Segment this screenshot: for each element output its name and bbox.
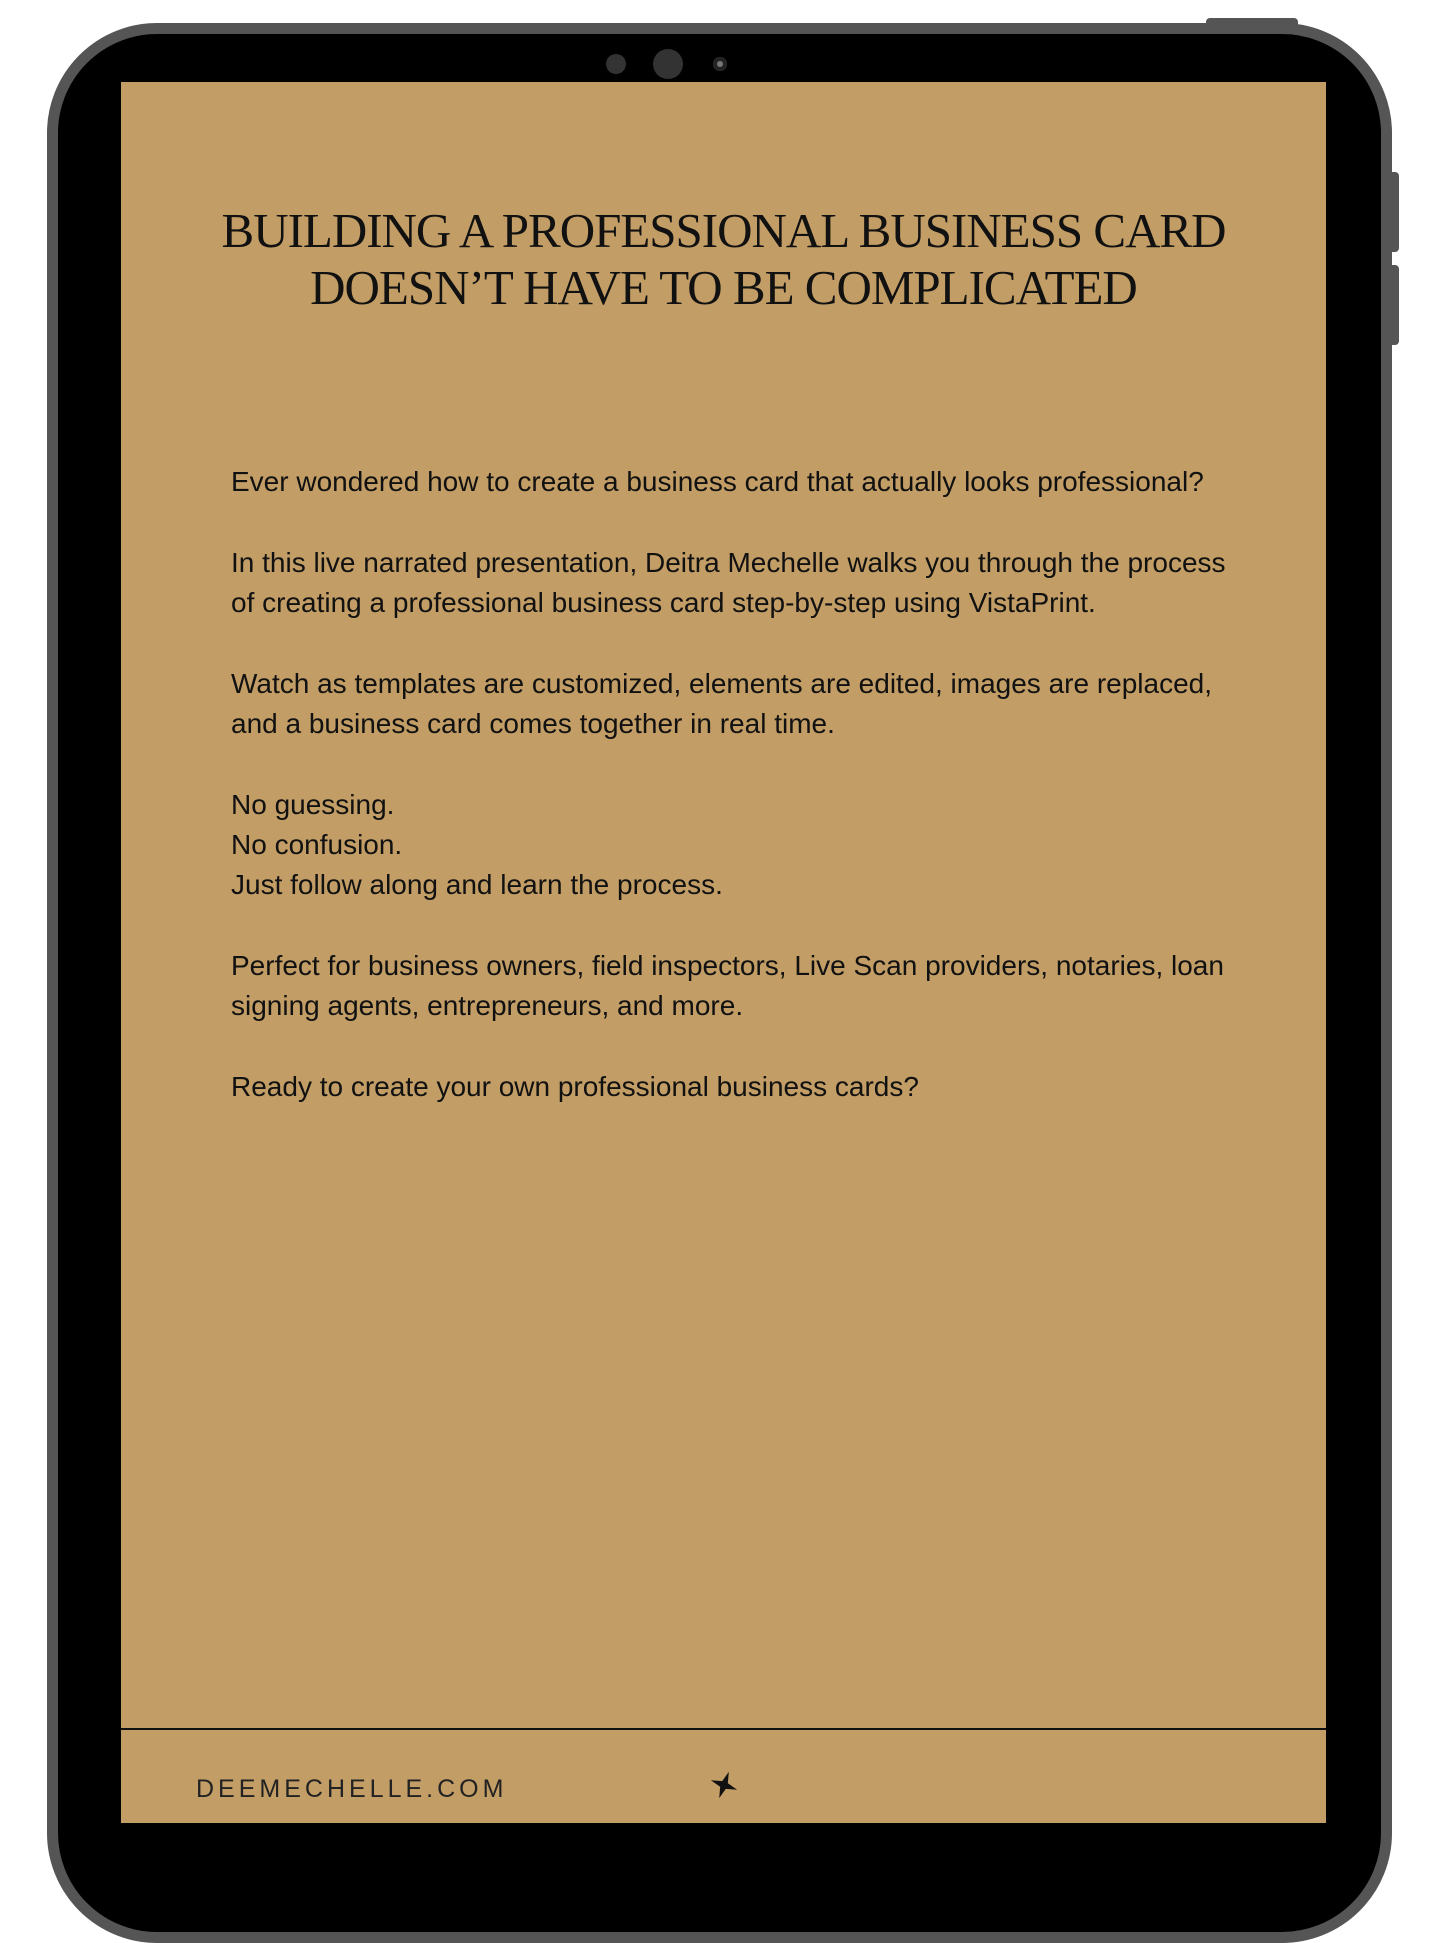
body-copy: [231, 462, 1231, 1148]
tablet-screen: [121, 82, 1326, 1823]
paragraph-line: Watch as templates are customized, elements are edited, images are replaced, and a business card comes together in real time.: [231, 668, 1212, 739]
page-title-text: BUILDING A PROFESSIONAL BUSINESS CARD DOESN’T HAVE TO BE COMPLICATED: [221, 203, 1226, 315]
paragraph-line: Perfect for business owners, field inspectors, Live Scan providers, notaries, loan signing agents, entrepreneurs, and more.: [231, 950, 1224, 1021]
paragraph-audience: [231, 946, 1231, 1026]
four-point-star-icon: [706, 1767, 742, 1803]
footer-divider: [121, 1728, 1326, 1730]
paragraph-line: No guessing.: [231, 789, 395, 820]
paragraph-cta: [231, 1067, 1231, 1107]
paragraph-no-guessing: [231, 785, 1231, 905]
camera-lens-icon: [713, 57, 727, 71]
paragraph-line: In this live narrated presentation, Deitra Mechelle walks you through the process of creating a professional business card step-by-step using VistaPrint.: [231, 547, 1226, 618]
paragraph-line: Just follow along and learn the process.: [231, 869, 723, 900]
paragraph-line: No confusion.: [231, 829, 403, 860]
footer-site-link[interactable]: DEEMECHELLE.COM: [196, 1775, 508, 1803]
page-title: [121, 202, 1326, 316]
paragraph-watch: [231, 664, 1231, 744]
paragraph-line: Ready to create your own professional business cards?: [231, 1071, 919, 1102]
sensor-icon: [606, 54, 626, 74]
paragraph-intro: [231, 462, 1231, 502]
paragraph-line: Ever wondered how to create a business card that actually looks professional?: [231, 466, 1204, 497]
paragraph-presentation: [231, 543, 1231, 623]
camera-icon: [653, 49, 683, 79]
